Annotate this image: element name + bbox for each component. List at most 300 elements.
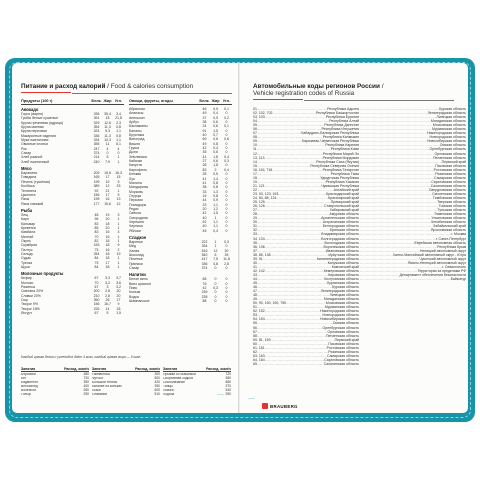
region-name: Республика Алтай — [329, 119, 359, 124]
activity-kcal: 540 — [225, 387, 231, 392]
region-code: 44 — [253, 276, 257, 281]
region-code: 21, 121 — [253, 183, 265, 188]
food-value: 0,9 — [213, 115, 218, 120]
region-name: Забайкальский край — [433, 224, 466, 229]
food-value: 0 — [225, 150, 228, 155]
region-row — [360, 277, 466, 281]
food-value: 16 — [105, 197, 110, 202]
region-name: Курская область — [439, 107, 466, 111]
food-name: Баранина — [21, 171, 37, 176]
food-name: Грибы белые сушеные — [21, 116, 59, 121]
food-value: 27 — [202, 159, 207, 164]
region-name: Ульяновская область — [431, 216, 466, 221]
region-name: Приморский край — [330, 200, 359, 205]
food-value: 13 — [116, 197, 121, 202]
title-en: Food & calories consumption — [110, 83, 194, 90]
food-value: 0 — [225, 163, 228, 168]
region-name: Новгородская область — [429, 135, 466, 140]
region-code: 46 — [253, 285, 257, 290]
food-value: 2,8 — [105, 293, 110, 298]
title-ru: Питание и расход калорий — [21, 83, 106, 90]
activity-kcal: 510 — [154, 391, 160, 396]
region-code: 52, 152 — [253, 309, 265, 314]
food-value: 12 — [105, 184, 110, 189]
column-header-cell: Продукты (100 г) — [21, 99, 53, 103]
food-value: 0,1 — [224, 107, 229, 111]
food-value: 0 — [225, 266, 228, 271]
food-value: 41 — [202, 180, 207, 185]
activity-header-unit: Расход, ккал/ч — [64, 367, 89, 371]
right-page-title: Автомобильные коды регионов России / Vehicle registration codes of Russia — [253, 83, 384, 98]
region-code: 39, 91 — [253, 256, 263, 261]
food-value: 0 — [225, 244, 228, 249]
food-value: 6,1 — [116, 142, 121, 147]
food-value: 0 — [214, 290, 217, 295]
food-value: 0 — [225, 211, 228, 216]
food-value: 199 — [93, 179, 100, 184]
food-value: 67 — [94, 285, 99, 290]
food-value: 1,4 — [213, 176, 218, 181]
column-header-cell: Жир — [103, 99, 112, 103]
region-code: 41 — [253, 264, 257, 269]
activity-kcal: 250 — [83, 391, 89, 396]
food-name: Молоко — [21, 280, 34, 285]
region-codes-column-1 — [253, 107, 359, 366]
food-name: Цыплята — [21, 192, 36, 197]
region-name: Республика Северная Осетия — [310, 163, 359, 168]
food-value: 28 — [202, 172, 207, 177]
region-name: Астраханская область — [322, 220, 359, 225]
food-name: Водка — [129, 294, 139, 299]
food-value: 0 — [225, 277, 228, 282]
region-code: 06 — [253, 127, 257, 132]
brand-mark-icon — [262, 403, 268, 409]
food-value: 1,2 — [213, 206, 218, 211]
food-value: 30 — [224, 248, 229, 253]
region-name: Ненецкий автономный округ — [419, 248, 466, 253]
food-value: 67 — [94, 276, 99, 281]
food-value: 1 — [117, 256, 120, 261]
region-name: Республика Коми — [330, 147, 359, 152]
activity-table-2 — [92, 367, 160, 396]
food-value: 3 — [117, 230, 120, 235]
food-name: Йогурт — [21, 311, 32, 316]
food-name: Малина — [129, 180, 142, 185]
food-value: 44 — [202, 198, 207, 203]
food-value: 83 — [94, 221, 99, 226]
food-name: Клюква — [129, 172, 142, 177]
food-value: 83 — [202, 167, 207, 172]
region-name: Кемеровская область — [323, 268, 359, 273]
region-code: 05 — [253, 123, 257, 128]
food-value: 0,8 — [213, 180, 218, 185]
title-ru: Автомобильные коды регионов России — [253, 83, 380, 90]
food-row — [21, 202, 124, 206]
food-value: 7,5 — [213, 257, 218, 262]
activity-name: Волейбол — [21, 388, 37, 392]
region-name: Республика Хакасия — [325, 179, 359, 184]
food-name: Говядина — [21, 175, 37, 180]
food-value: 374 — [201, 266, 208, 271]
food-value: 16,3 — [115, 171, 122, 176]
food-name: Капуста — [129, 163, 142, 168]
food-value: 0 — [214, 277, 217, 282]
region-code: 07 — [253, 131, 257, 136]
food-name: Хлеб ржаной — [21, 155, 43, 160]
activity-kcal: 680 — [225, 379, 231, 384]
food-value: 336 — [93, 133, 100, 138]
column-header — [21, 99, 124, 105]
food-value: 3,3 — [105, 276, 110, 281]
region-code: 37 — [253, 248, 257, 253]
region-name: Вологодская область — [324, 240, 359, 245]
region-name: Чукотский автономный округ — [419, 256, 466, 261]
region-name: Самарская область — [434, 175, 466, 180]
food-value: 1 — [214, 239, 217, 244]
food-name: Карп — [21, 217, 29, 222]
left-page-title: Питание и расход калорий / Food & calories consumption — [21, 83, 194, 90]
food-value: 17 — [105, 260, 110, 265]
page-curl-mark: ⌒ — [217, 395, 224, 402]
region-name: Брянская область — [329, 228, 359, 233]
food-name: Судак — [21, 256, 31, 261]
activity-name: Гимнастика — [92, 373, 110, 376]
food-name: Печень (тушёная) — [21, 179, 51, 184]
food-name: Свёкла — [129, 211, 141, 216]
food-value: 247 — [93, 146, 100, 151]
region-name: Архангельская область — [321, 216, 359, 221]
title-accent-line — [253, 99, 303, 100]
region-name: Орловская область — [434, 151, 466, 156]
food-value: 11,3 — [104, 125, 111, 130]
food-row — [21, 311, 124, 315]
food-value: 0,9 — [213, 198, 218, 203]
region-code: 33 — [253, 232, 257, 237]
food-name: Мёд — [129, 244, 136, 249]
region-code: 47 — [253, 289, 257, 294]
food-name: Кабачки — [129, 159, 143, 164]
region-name: Республика Мордовия — [322, 155, 359, 160]
food-value: 84 — [94, 265, 99, 269]
food-name: Яблоки — [129, 228, 141, 233]
food-name: Мандарины — [129, 185, 149, 190]
food-name: Треска — [21, 260, 33, 265]
title-accent-line — [21, 92, 71, 93]
food-column-1 — [21, 99, 124, 315]
food-value: 9 — [117, 179, 120, 184]
region-code: 61, 161 — [253, 345, 265, 350]
region-name: Республика Калмыкия — [322, 135, 359, 140]
food-value: 0,8 — [213, 193, 218, 198]
region-code: 60 — [253, 341, 257, 346]
activity-name: Футбол — [92, 376, 104, 380]
food-value: 20 — [105, 225, 110, 230]
food-name: Земляника — [129, 154, 147, 159]
food-value: 355 — [93, 142, 100, 147]
region-name: Ленинградская область — [427, 111, 466, 116]
food-name: Рис — [21, 146, 28, 151]
food-row — [129, 299, 232, 303]
food-name: Картофель — [129, 167, 147, 172]
region-code: 48 — [253, 293, 257, 298]
food-value: 0 — [225, 185, 228, 190]
region-name: Ростовская область — [433, 167, 466, 172]
food-value: 15 — [116, 175, 121, 180]
food-name: Халва — [129, 248, 140, 253]
food-value: 42 — [202, 286, 207, 291]
food-value: 18 — [105, 238, 110, 243]
region-name: Ямало-Ненецкий автономный округ — [407, 260, 466, 265]
activity-name: Бадминтон — [21, 380, 38, 384]
region-name: Белгородская область — [322, 224, 359, 229]
region-code: 14 — [253, 159, 257, 164]
food-name: Пиво — [129, 286, 138, 291]
food-value: 10,3 — [104, 138, 111, 143]
region-code: 08 — [253, 135, 257, 140]
region-name: Новосибирская область — [427, 139, 466, 144]
region-name: Калининградская область — [316, 256, 359, 261]
food-name: Кефир — [21, 276, 32, 281]
region-code: 12 — [253, 151, 257, 156]
food-value: 0,1 — [224, 124, 229, 129]
food-value: 0,6 — [213, 137, 218, 142]
region-name: Рязанская область — [435, 171, 466, 176]
activity-name: Хоккей — [163, 388, 174, 392]
food-name: Макаронные изделия — [21, 133, 56, 138]
region-name: Департамент обеспечения безопасности — [399, 272, 466, 277]
brand-logo — [262, 402, 302, 410]
food-value: 19 — [116, 251, 121, 256]
food-value: 5 — [106, 311, 109, 316]
title-rule — [72, 93, 232, 94]
food-value: 0 — [225, 176, 228, 181]
food-value: 0,4 — [213, 228, 218, 233]
food-value: 40 — [202, 224, 207, 229]
section-title: Напитки — [129, 272, 146, 278]
food-name: Шампанское — [129, 299, 150, 304]
food-value: 23 — [202, 202, 207, 207]
food-row — [21, 265, 124, 269]
region-name: Челябинская область — [430, 220, 466, 225]
food-name: Черешня — [129, 219, 144, 224]
region-name: Байконур — [450, 276, 466, 281]
food-value: 3,7 — [116, 276, 121, 281]
activity-name: Лыжи — [92, 388, 101, 392]
region-code: 22 — [253, 187, 257, 192]
food-value: 41 — [202, 154, 207, 159]
food-value: 0,2 — [224, 115, 229, 120]
food-value: 210 — [93, 293, 100, 298]
region-name: Воронежская область — [323, 244, 359, 249]
food-value: 41 — [202, 176, 207, 181]
region-name: Республика Адыгея — [327, 107, 359, 111]
food-value: 0 — [225, 189, 228, 194]
food-name: Вино красное — [129, 281, 152, 286]
food-value: 1,5 — [213, 211, 218, 216]
region-name: Республика Дагестан — [324, 123, 359, 128]
region-name: Республика Марий Эл — [322, 151, 359, 156]
food-value: 70 — [94, 234, 99, 239]
food-value: 9 — [117, 243, 120, 248]
food-name: Креветки — [21, 225, 36, 230]
page-curl-mark: ⌒ — [248, 399, 255, 406]
region-name: Республика Татарстан — [322, 167, 359, 172]
food-name: Помидоры — [129, 202, 147, 207]
column-header-cell: Угл. — [222, 99, 231, 103]
food-value: 42 — [202, 146, 207, 151]
food-value: 0 — [117, 151, 120, 156]
column-header-cell: Белк. — [199, 99, 210, 103]
region-name: Территории за пределами РФ — [417, 268, 466, 273]
food-value: 9,3 — [105, 129, 110, 134]
food-value: 0 — [225, 286, 228, 291]
food-value: 4,8 — [213, 261, 218, 266]
leader-dots — [360, 277, 451, 281]
region-name: Курская область — [332, 285, 359, 290]
activity-header-label: Занятия — [163, 367, 178, 371]
food-value: 14 — [105, 306, 110, 311]
food-name: Окунь — [21, 238, 31, 243]
region-name: Красноярский край — [328, 196, 359, 201]
food-value: 0 — [225, 141, 228, 146]
food-name: Скумбрия — [21, 243, 37, 248]
region-name: Пермский край — [441, 159, 466, 164]
region-name: Тюменская область — [434, 212, 466, 217]
food-value: 1 — [117, 265, 120, 269]
food-value: 0 — [225, 224, 228, 229]
food-value: 68 — [202, 277, 207, 282]
region-name: Пермский край — [334, 337, 359, 342]
region-name: Пензенская область — [326, 333, 359, 338]
food-value: 0,6 — [213, 159, 218, 164]
food-value: 3 — [117, 212, 120, 217]
food-value: 1 — [117, 188, 120, 193]
region-code: 51 — [253, 305, 257, 310]
food-value: 0 — [225, 111, 228, 116]
food-name: Творог 9% — [21, 302, 38, 307]
food-value: 35 — [202, 150, 207, 155]
food-row — [129, 229, 232, 233]
food-value: 70 — [94, 280, 99, 285]
food-name: Мука пшеничная — [21, 138, 49, 143]
food-value: 91 — [202, 128, 207, 133]
food-value: 2,8 — [224, 261, 229, 266]
region-name: Новосибирская область — [320, 317, 359, 322]
food-value: 24 — [202, 124, 207, 129]
food-value: 17 — [105, 192, 110, 197]
food-value: 1,1 — [116, 129, 121, 134]
activity-name: Спортивная ходьба — [163, 376, 193, 380]
food-value: 0,6 — [213, 120, 218, 125]
region-name: г. Севастополь — [442, 264, 466, 269]
region-code: 24, 84, 88, 124 — [253, 196, 277, 201]
food-value: 7,9 — [105, 159, 110, 164]
region-name: Самарская область — [327, 353, 359, 358]
food-name: Белое вино — [129, 277, 148, 282]
food-name: Брусника — [129, 133, 145, 138]
food-value: 0 — [225, 290, 228, 295]
food-value: 360 — [93, 298, 100, 303]
food-name: Язык говяжий — [21, 201, 44, 206]
food-value: 28 — [202, 163, 207, 168]
food-name: Абрикосы — [129, 107, 146, 111]
region-code: 26, 126 — [253, 204, 265, 209]
activity-name: Бег — [21, 376, 27, 380]
food-name: Печенье — [129, 257, 143, 262]
food-value: 49 — [202, 141, 207, 146]
food-value: 38 — [202, 120, 207, 125]
region-name: Омская область — [332, 321, 359, 326]
region-name: Ханты-Мансийский автономный округ - Югра — [392, 252, 466, 257]
region-code: 57 — [253, 329, 257, 334]
food-value: 0 — [225, 215, 228, 220]
left-page — [12, 63, 240, 413]
food-name: Ряженка — [21, 285, 35, 290]
food-value: 0 — [225, 180, 228, 185]
region-name: Тамбовская область — [432, 196, 466, 201]
food-value: 209 — [93, 171, 100, 176]
region-code: 35 — [253, 240, 257, 245]
food-value: 334 — [93, 138, 100, 143]
food-value: 3 — [106, 285, 109, 290]
activity-row — [21, 393, 89, 397]
food-value: 1 — [117, 155, 120, 160]
food-value: 20 — [116, 289, 121, 294]
food-value: 15,6 — [104, 171, 111, 176]
region-name: Нижегородская область — [320, 309, 359, 314]
food-name: Кальмар — [21, 221, 36, 226]
food-name: Черника — [129, 224, 143, 229]
region-code: 03, 103 — [253, 115, 265, 120]
food-value: 20 — [202, 206, 207, 211]
region-name: Рязанская область — [328, 349, 359, 354]
region-code: 62 — [253, 349, 257, 354]
region-row — [253, 362, 359, 366]
activity-kcal: 500 — [154, 375, 160, 380]
food-value: 33 — [202, 189, 207, 194]
food-value: 153 — [93, 243, 100, 248]
food-value: 0,4 — [224, 167, 229, 172]
food-value: 27 — [116, 298, 121, 303]
region-code: 43 — [253, 272, 257, 277]
food-value: 21,8 — [115, 116, 122, 121]
region-name: Тульская область — [437, 208, 466, 213]
food-name: Телятина — [21, 188, 37, 193]
activity-header — [21, 367, 89, 372]
food-name: Редис — [129, 206, 139, 211]
region-name: Московская область — [325, 301, 359, 306]
food-value: 75 — [94, 247, 99, 252]
column-header-cell: Жир — [211, 99, 220, 103]
region-name: Свердловская область — [428, 187, 466, 192]
activity-kcal: 390 — [154, 383, 160, 388]
food-value: 0,4 — [213, 111, 218, 116]
food-value: 324 — [93, 129, 100, 134]
food-value: 96 — [94, 217, 99, 222]
food-value: 2,8 — [105, 289, 110, 294]
food-value: 0 — [106, 151, 109, 156]
food-value: 336 — [93, 112, 100, 116]
leader-dots — [257, 362, 324, 366]
activity-kcal: 600 — [154, 387, 160, 392]
food-value: 16 — [105, 234, 110, 239]
region-code: 19 — [253, 179, 257, 184]
food-name: Лещ — [21, 212, 29, 217]
region-name: Камчатский край — [331, 264, 359, 269]
region-code: 28 — [253, 212, 257, 217]
food-value: 389 — [93, 184, 100, 189]
food-value: 239 — [201, 290, 208, 295]
